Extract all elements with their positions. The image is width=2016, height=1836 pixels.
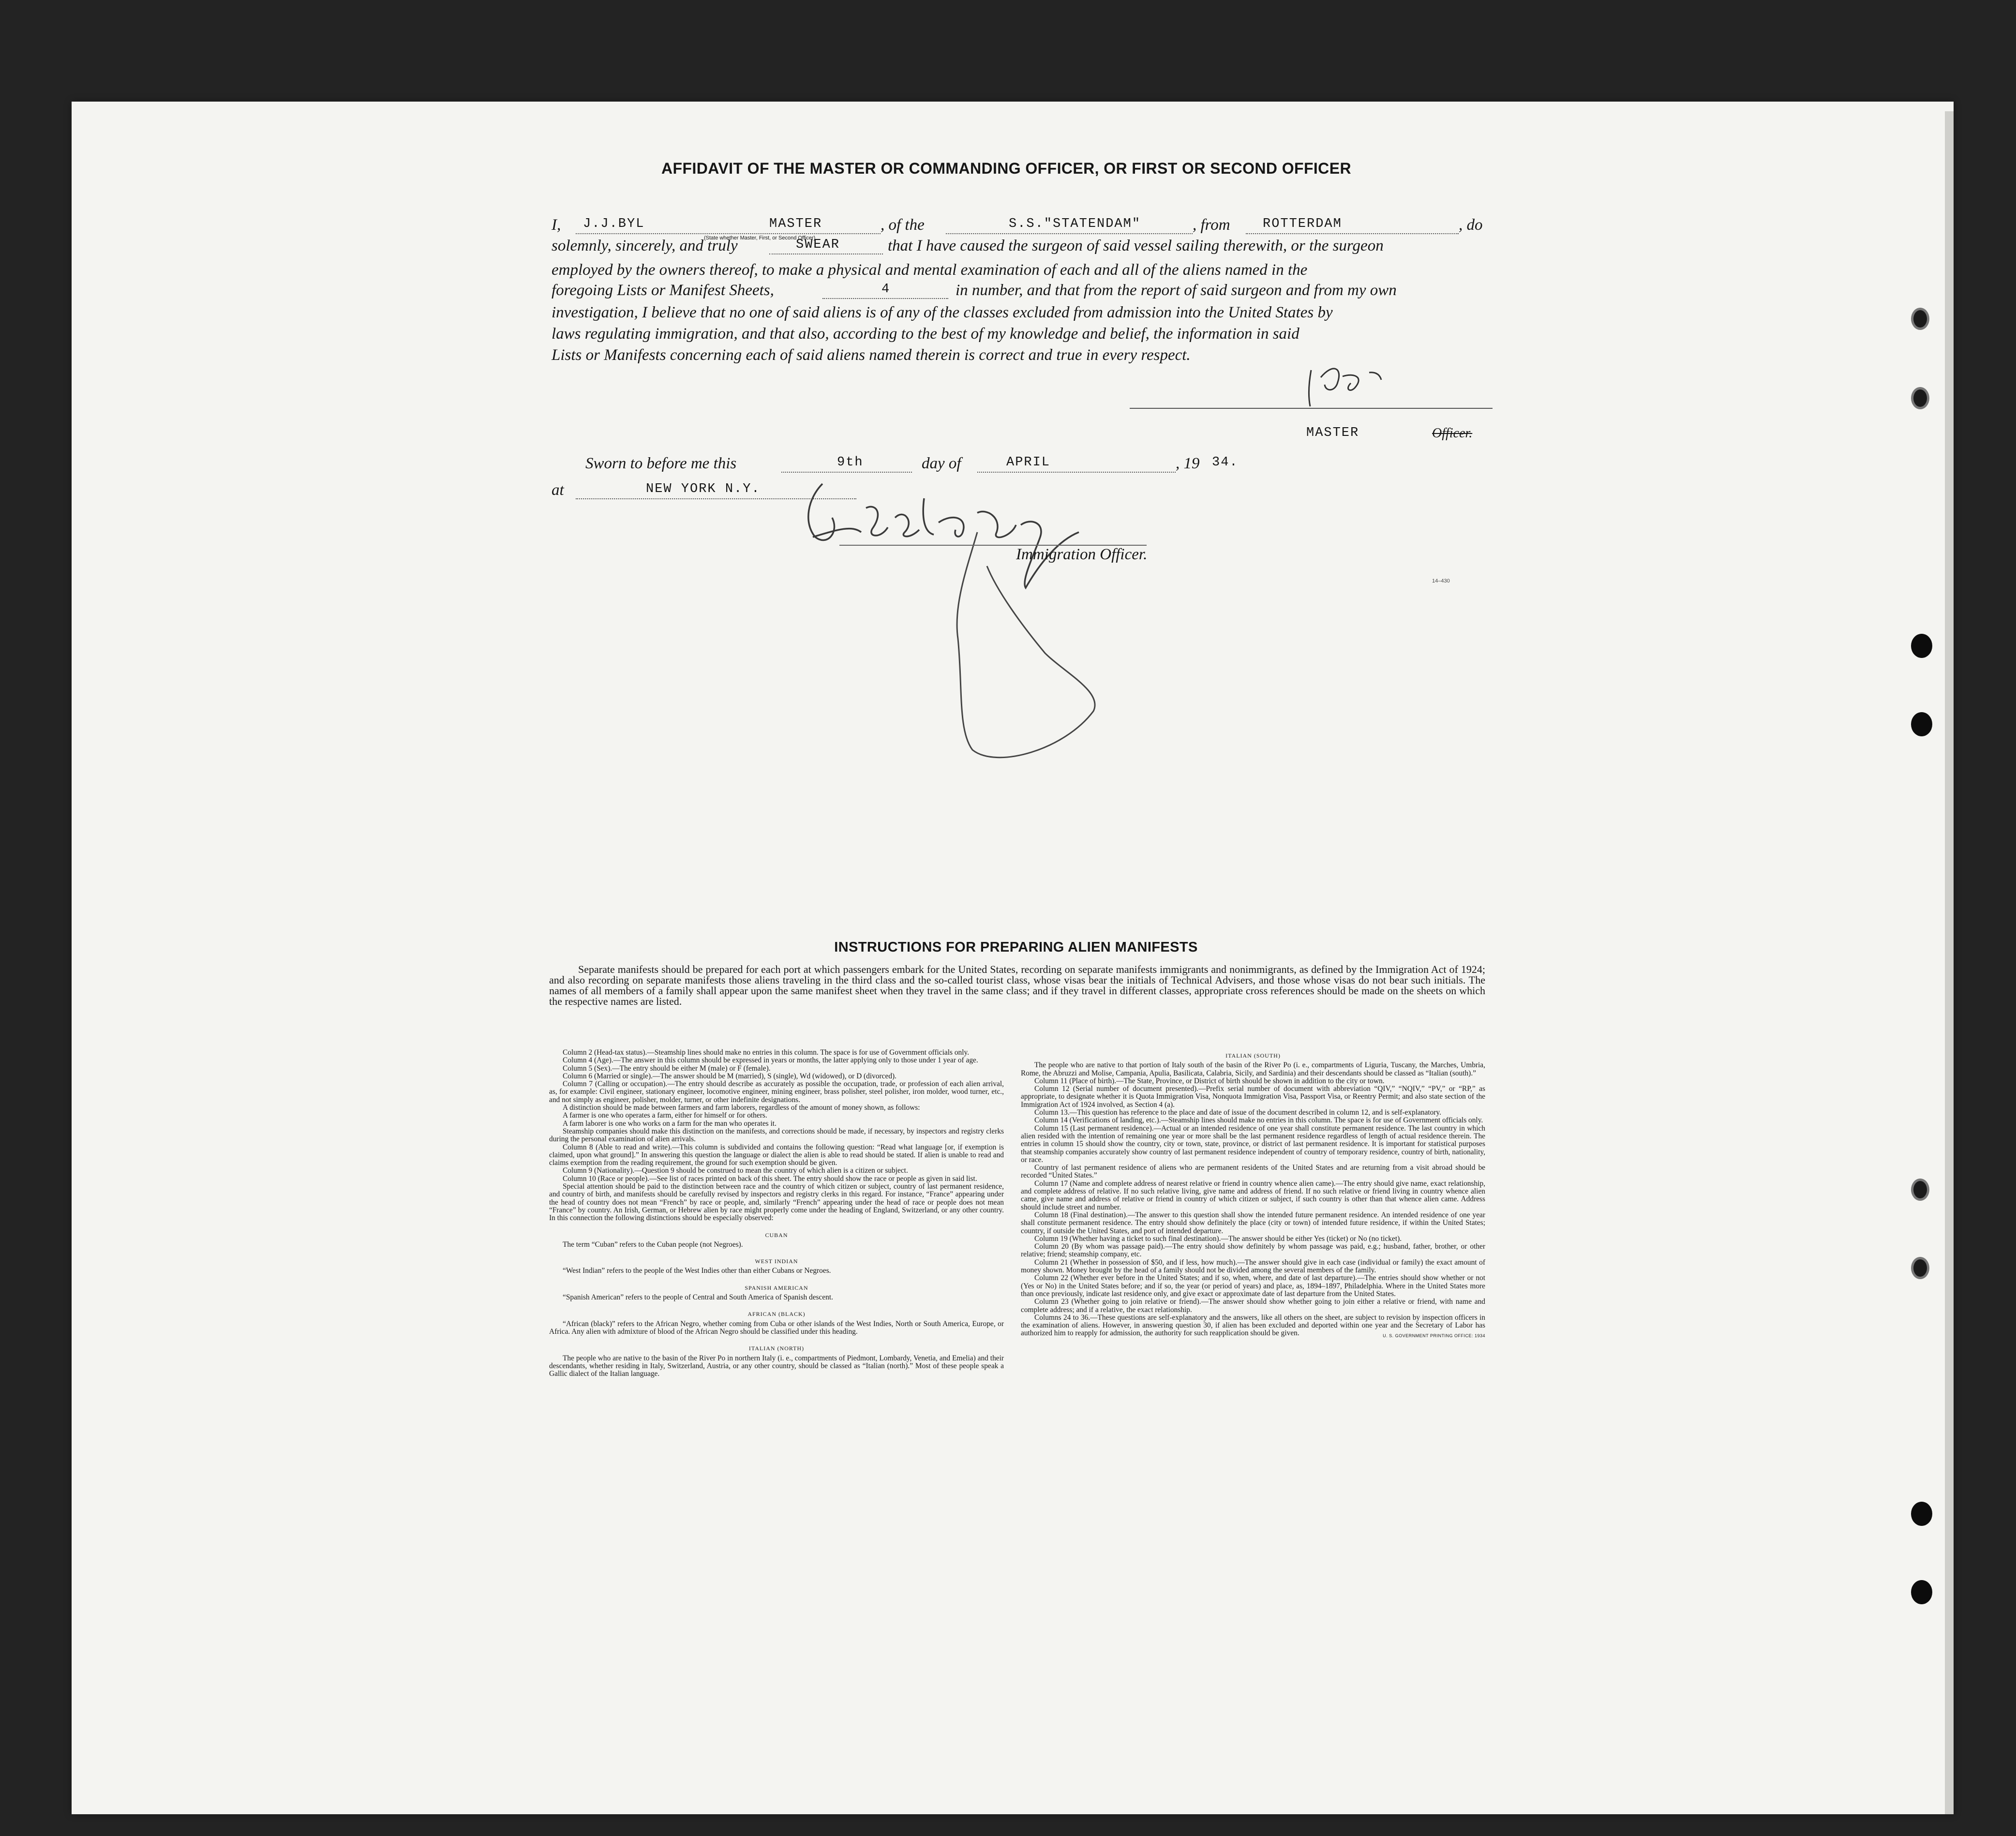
instruction-paragraph: The people who are native to the basin of the River Po in northern Italy (i. e., compartments of Piedmont, Lombardy, Venetia, and Emelia) and their descendants, whether residing in Italy, Switzerland, Austria, or any other country, should be classed as “Italian (north).” Most of these people speak a Gallic dialect of the Italian language. (549, 1354, 1004, 1378)
instruction-paragraph: The people who are native to that portion of Italy south of the basin of the River Po (i. e., compartments of Liguria, Tuscany, the Marches, Umbria, Rome, the Abruzzi and Molise, Campania, Apulia, Basilicata, Calabria, Sicily, and Sardinia) and their descendants should be classed as “Italian (south).” (1021, 1061, 1485, 1077)
instructions-intro: Separate manifests should be prepared for each port at which passengers embark for the United States, recording on separate manifests immigrants and nonimmigrants, as defined by the Immigration Act of 1924; and also recording on separate manifests those aliens traveling in the third class and the so-called tourist class, whose visas bear the initials of Technical Advisers, and those whose visas do not bear such initials. The names of all members of a family shall appear upon the same manifest sheet when they travel in the same class; and if they travel in different classes, appropriate cross references should be made on the sheets on which the respective names are listed. (549, 963, 1485, 1007)
instruction-paragraph: Column 14 (Verifications of landing, etc.).—Steamship lines should make no entries in this column. The space is for use of Government officials only. (1034, 1116, 1483, 1125)
section-heading-african: AFRICAN (BLACK) (747, 1311, 806, 1318)
instruction-paragraph: Column 23 (Whether going to join relative or friend).—The answer should show whether going to join either a relative or friend, with name and complete address; and if a relative, the exact relationship. (1021, 1298, 1485, 1314)
instruction-paragraph: Steamship companies should make this distinction on the manifests, and corrections should be made, if necessary, by inspectors and registry clerks during the personal examination of alien arrivals. (549, 1127, 1004, 1144)
sheets-count: 4 (881, 282, 891, 297)
instruction-paragraph: “West Indian” refers to the people of the West Indies other than either Cubans or Negroes. (563, 1267, 831, 1275)
instructions-right-column (1021, 1049, 1485, 1340)
sworn-label: Sworn to before me this (585, 455, 737, 472)
master-signature (1297, 358, 1418, 411)
immigration-officer-label: Immigration Officer. (1016, 546, 1148, 563)
year-prefix: , 19 (1176, 455, 1200, 472)
instruction-paragraph: Column 17 (Name and complete address of nearest relative or friend in country whence alien came).—The entry should give name, exact relationship, and complete address of relative. If no such relative living, give name and address of friend. If no such relative or friend living in country whence alien came, give name and address of relative or friend in country of which citizen or subject, if such country is other than that whence alien came. Address should include street and number. (1021, 1179, 1485, 1211)
instruction-paragraph: The term “Cuban” refers to the Cuban people (not Negroes). (563, 1240, 743, 1249)
vessel-rule (946, 233, 1193, 234)
punch-hole-icon (1911, 634, 1932, 658)
affidavit-line4b: in number, and that from the report of said surgeon and from my own (956, 282, 1397, 299)
day-of-label: day of (922, 455, 961, 472)
instruction-paragraph: Column 4 (Age).—The answer in this column should be expressed in years or months, the latter applying only to those under 1 year of age. (563, 1056, 978, 1065)
instruction-paragraph: Columns 24 to 36.—These questions are self-explanatory and the answers, like all others on the sheet, are subject to revision by inspection officers in the examination of aliens. However, in answering question 30, if alien has been excluded and deported within one year and the Secretary of Labor has authorized him to reapply for admission, the authority for such reapplication should be given. (1021, 1313, 1485, 1338)
punch-hole-icon (1911, 712, 1932, 736)
section-heading-italian-north: ITALIAN (NORTH) (748, 1345, 805, 1352)
master-name: J.J.BYL (583, 217, 645, 231)
vessel-name: S.S."STATENDAM" (1009, 217, 1141, 231)
section-heading-spanish-american: SPANISH AMERICAN (745, 1284, 808, 1291)
punch-hole-icon (1911, 308, 1929, 330)
instruction-paragraph: Column 12 (Serial number of document presented).—Prefix serial number of document with abbreviation “QIV,” “NQIV,” “PV,” or “RP,” as appropriate, to designate whether it is Quota Immigration Visa, Nonquota Immigration Visa, Passport Visa, or Reentry Permit; and also state section of the Immigration Act of 1924 involved, as Section 4 (a). (1021, 1085, 1485, 1109)
form-code: 14–430 (1432, 578, 1450, 584)
instruction-paragraph: A distinction should be made between farmers and farm laborers, regardless of the amount of money shown, as follows: (563, 1104, 920, 1112)
rank-field: MASTER (769, 217, 822, 231)
instruction-paragraph: Special attention should be paid to the distinction between race and the country of which citizen or subject, country of last permanent residence, and country of birth, and manifests should be carefully revised by inspectors and registry clerks in this regard. For instance, “France” appearing under the head of country does not mean “French” by race or people, and, similarly “French” appearing under the head of race or people does not mean “France” by country. An Irish, German, or Hebrew alien by race might properly come under the heading of England, Switzerland, or any other country. In this connection the following distinctions should be especially observed: (549, 1182, 1004, 1223)
sworn-month: APRIL (1006, 455, 1051, 470)
instruction-paragraph: “African (black)” refers to the African Negro, whether coming from Cuba or other islands of the West Indies, North or South America, Europe, or Africa. Any alien with admixture of blood of the African Negro should be classified under this heading. (549, 1319, 1004, 1336)
rank-note: (State whether Master, First, or Second Officer) (704, 235, 816, 241)
instruction-paragraph: Country of last permanent residence of aliens who are permanent residents of the United States and are returning from a visit abroad should be recorded “United States.” (1021, 1164, 1485, 1180)
instruction-paragraph: Column 18 (Final destination).—The answer to this question shall show the intended future permanent residence. An intended residence of one year shall constitute permanent residence. The entry should show definitely the place (city or town) of intended future residence, if within the United States; country, if outside the United States, and port of intended departure. (1021, 1210, 1485, 1235)
instructions-title: INSTRUCTIONS FOR PREPARING ALIEN MANIFESTS (834, 940, 1198, 955)
year-suffix: 34. (1212, 455, 1239, 470)
punch-hole-icon (1911, 1502, 1932, 1526)
section-heading-italian-south: ITALIAN (SOUTH) (1225, 1052, 1281, 1059)
sworn-place: NEW YORK N.Y. (646, 482, 761, 496)
master-signature-rule (1130, 408, 1493, 409)
sworn-day: 9th (837, 455, 864, 470)
page-edge (1945, 111, 1954, 1814)
oath-field: SWEAR (796, 238, 840, 252)
affidavit-i: I, (552, 216, 561, 234)
instruction-paragraph: Column 22 (Whether ever before in the United States; and if so, when, where, and date of last departure).—The entries should show whether or not (Yes or No) in the United States before; and if so, the year (or period of years) and place, as, 1894–1897, Philadelphia. Where in the United States more than once previously, indicate last residence only, and give exact or approximate date of last departure from the United States. (1021, 1274, 1485, 1298)
instruction-paragraph: Column 10 (Race or people).—See list of races printed on back of this sheet. The entry should show the race or people as given in said list. (563, 1174, 977, 1183)
signer-title: MASTER (1306, 426, 1359, 440)
affidavit-title: AFFIDAVIT OF THE MASTER OR COMMANDING OFFICER, OR FIRST OR SECOND OFFICER (661, 160, 1351, 177)
instruction-paragraph: Column 21 (Whether in possession of $50, and if less, how much).—The answer should give in each case (individual or family) the exact amount of money shown. Money brought by the head of a family should not be divided among the several members of the family. (1021, 1258, 1485, 1275)
section-heading-west-indian: WEST INDIAN (755, 1258, 798, 1265)
affidavit-line2b: that I have caused the surgeon of said vessel sailing therewith, or the surgeon (888, 237, 1384, 254)
affidavit-line3: employed by the owners thereof, to make a physical and mental examination of each and all of the aliens named in the (552, 261, 1308, 279)
printing-office-note: U. S. GOVERNMENT PRINTING OFFICE: 1934 (1383, 1333, 1485, 1338)
instruction-paragraph: Column 9 (Nationality).—Question 9 should be construed to mean the country of which alien is a citizen or subject. (563, 1166, 908, 1175)
instruction-paragraph: Column 13.—This question has reference to the place and date of issue of the document described in column 12, and is self-explanatory. (1034, 1108, 1441, 1117)
instruction-paragraph: Column 15 (Last permanent residence).—Actual or an intended residence of one year shall constitute permanent residence. The last country in which alien resided with the intention of remaining one year or more shall be the last permanent residence regardless of length of actual residence therein. The entries in column 15 should show the country, city or town, state, province, or district of last permanent residence. It is important for statistical purposes that steamship companies accurately show country of last permanent residence independent of country of temporary residence, country of birth, nationality, or race. (1021, 1124, 1485, 1164)
punch-hole-icon (1911, 1257, 1929, 1279)
instruction-paragraph: Column 19 (Whether having a ticket to such final destination).—The answer should be either Yes (ticket) or No (no ticket). (1034, 1234, 1402, 1243)
officer-struck: Officer. (1432, 426, 1473, 441)
affidavit-line7: Lists or Manifests concerning each of said aliens named therein is correct and true in every respect. (552, 346, 1191, 364)
instruction-paragraph: Column 8 (Able to read and write).—This column is subdivided and contains the following question: “Read what language [or, if exemption is claimed, upon what ground].” In answering this question the language or dialect the alien is able to read should be stated. If alien is unable to read and claims exemption from the reading requirement, the ground for such exemption should be given. (549, 1143, 1004, 1167)
instruction-paragraph: A farmer is one who operates a farm, either for himself or for others. (563, 1111, 767, 1120)
instruction-paragraph: Column 6 (Married or single).—The answer should be M (married), S (single), Wd (widowed), or D (divorced). (563, 1072, 896, 1080)
immigration-officer-signature (793, 479, 1122, 764)
do-label: , do (1459, 216, 1483, 234)
port-name: ROTTERDAM (1263, 217, 1342, 231)
punch-hole-icon (1911, 1179, 1929, 1201)
punch-hole-icon (1911, 387, 1929, 409)
instruction-paragraph: Column 20 (By whom was passage paid).—The entry should show definitely by whom passage was paid, e.g.; husband, father, brother, or other relative; friend; steamship company, etc. (1021, 1242, 1485, 1259)
section-heading-cuban: CUBAN (765, 1231, 788, 1239)
affidavit-line2a: solemnly, sincerely, and truly (552, 237, 738, 254)
of-the-label: , of the (881, 216, 925, 234)
instruction-paragraph: Column 11 (Place of birth).—The State, Province, or District of birth should be shown in addition to the city or town. (1034, 1076, 1385, 1085)
sheets-rule (822, 298, 948, 299)
instruction-paragraph: Column 7 (Calling or occupation).—The entry should describe as accurately as possible the occupation, trade, or profession of each alien arrival, as, for example: Civil engineer, stationary engineer, locomotive engineer, mining engineer, brass polisher, steel polisher, iron molder, wood turner, etc., and not simply as engineer, polisher, molder, turner, or other indefinite designations. (549, 1080, 1004, 1104)
instruction-paragraph: Column 2 (Head-tax status).—Steamship lines should make no entries in this column. The space is for use of Government officials only. (563, 1048, 970, 1057)
from-label: , from (1193, 216, 1230, 234)
affidavit-line6: laws regulating immigration, and that also, according to the best of my knowledge and belief, the information in said (552, 325, 1299, 343)
affidavit-line4a: foregoing Lists or Manifest Sheets, (552, 282, 774, 299)
at-label: at (552, 481, 564, 499)
affidavit-line5: investigation, I believe that no one of said aliens is of any of the classes excluded from admission into the United States by (552, 304, 1333, 321)
month-rule (977, 472, 1176, 473)
instructions-left-column (549, 1049, 1004, 1378)
punch-hole-icon (1911, 1580, 1932, 1604)
port-rule (1246, 233, 1459, 234)
instruction-paragraph: “Spanish American” refers to the people of Central and South America of Spanish descent. (563, 1293, 834, 1302)
instruction-paragraph: Column 5 (Sex).—The entry should be either M (male) or F (female). (563, 1064, 771, 1073)
instruction-paragraph: A farm laborer is one who works on a farm for the man who operates it. (563, 1119, 777, 1128)
day-rule (781, 472, 912, 473)
name-rule (576, 233, 881, 234)
